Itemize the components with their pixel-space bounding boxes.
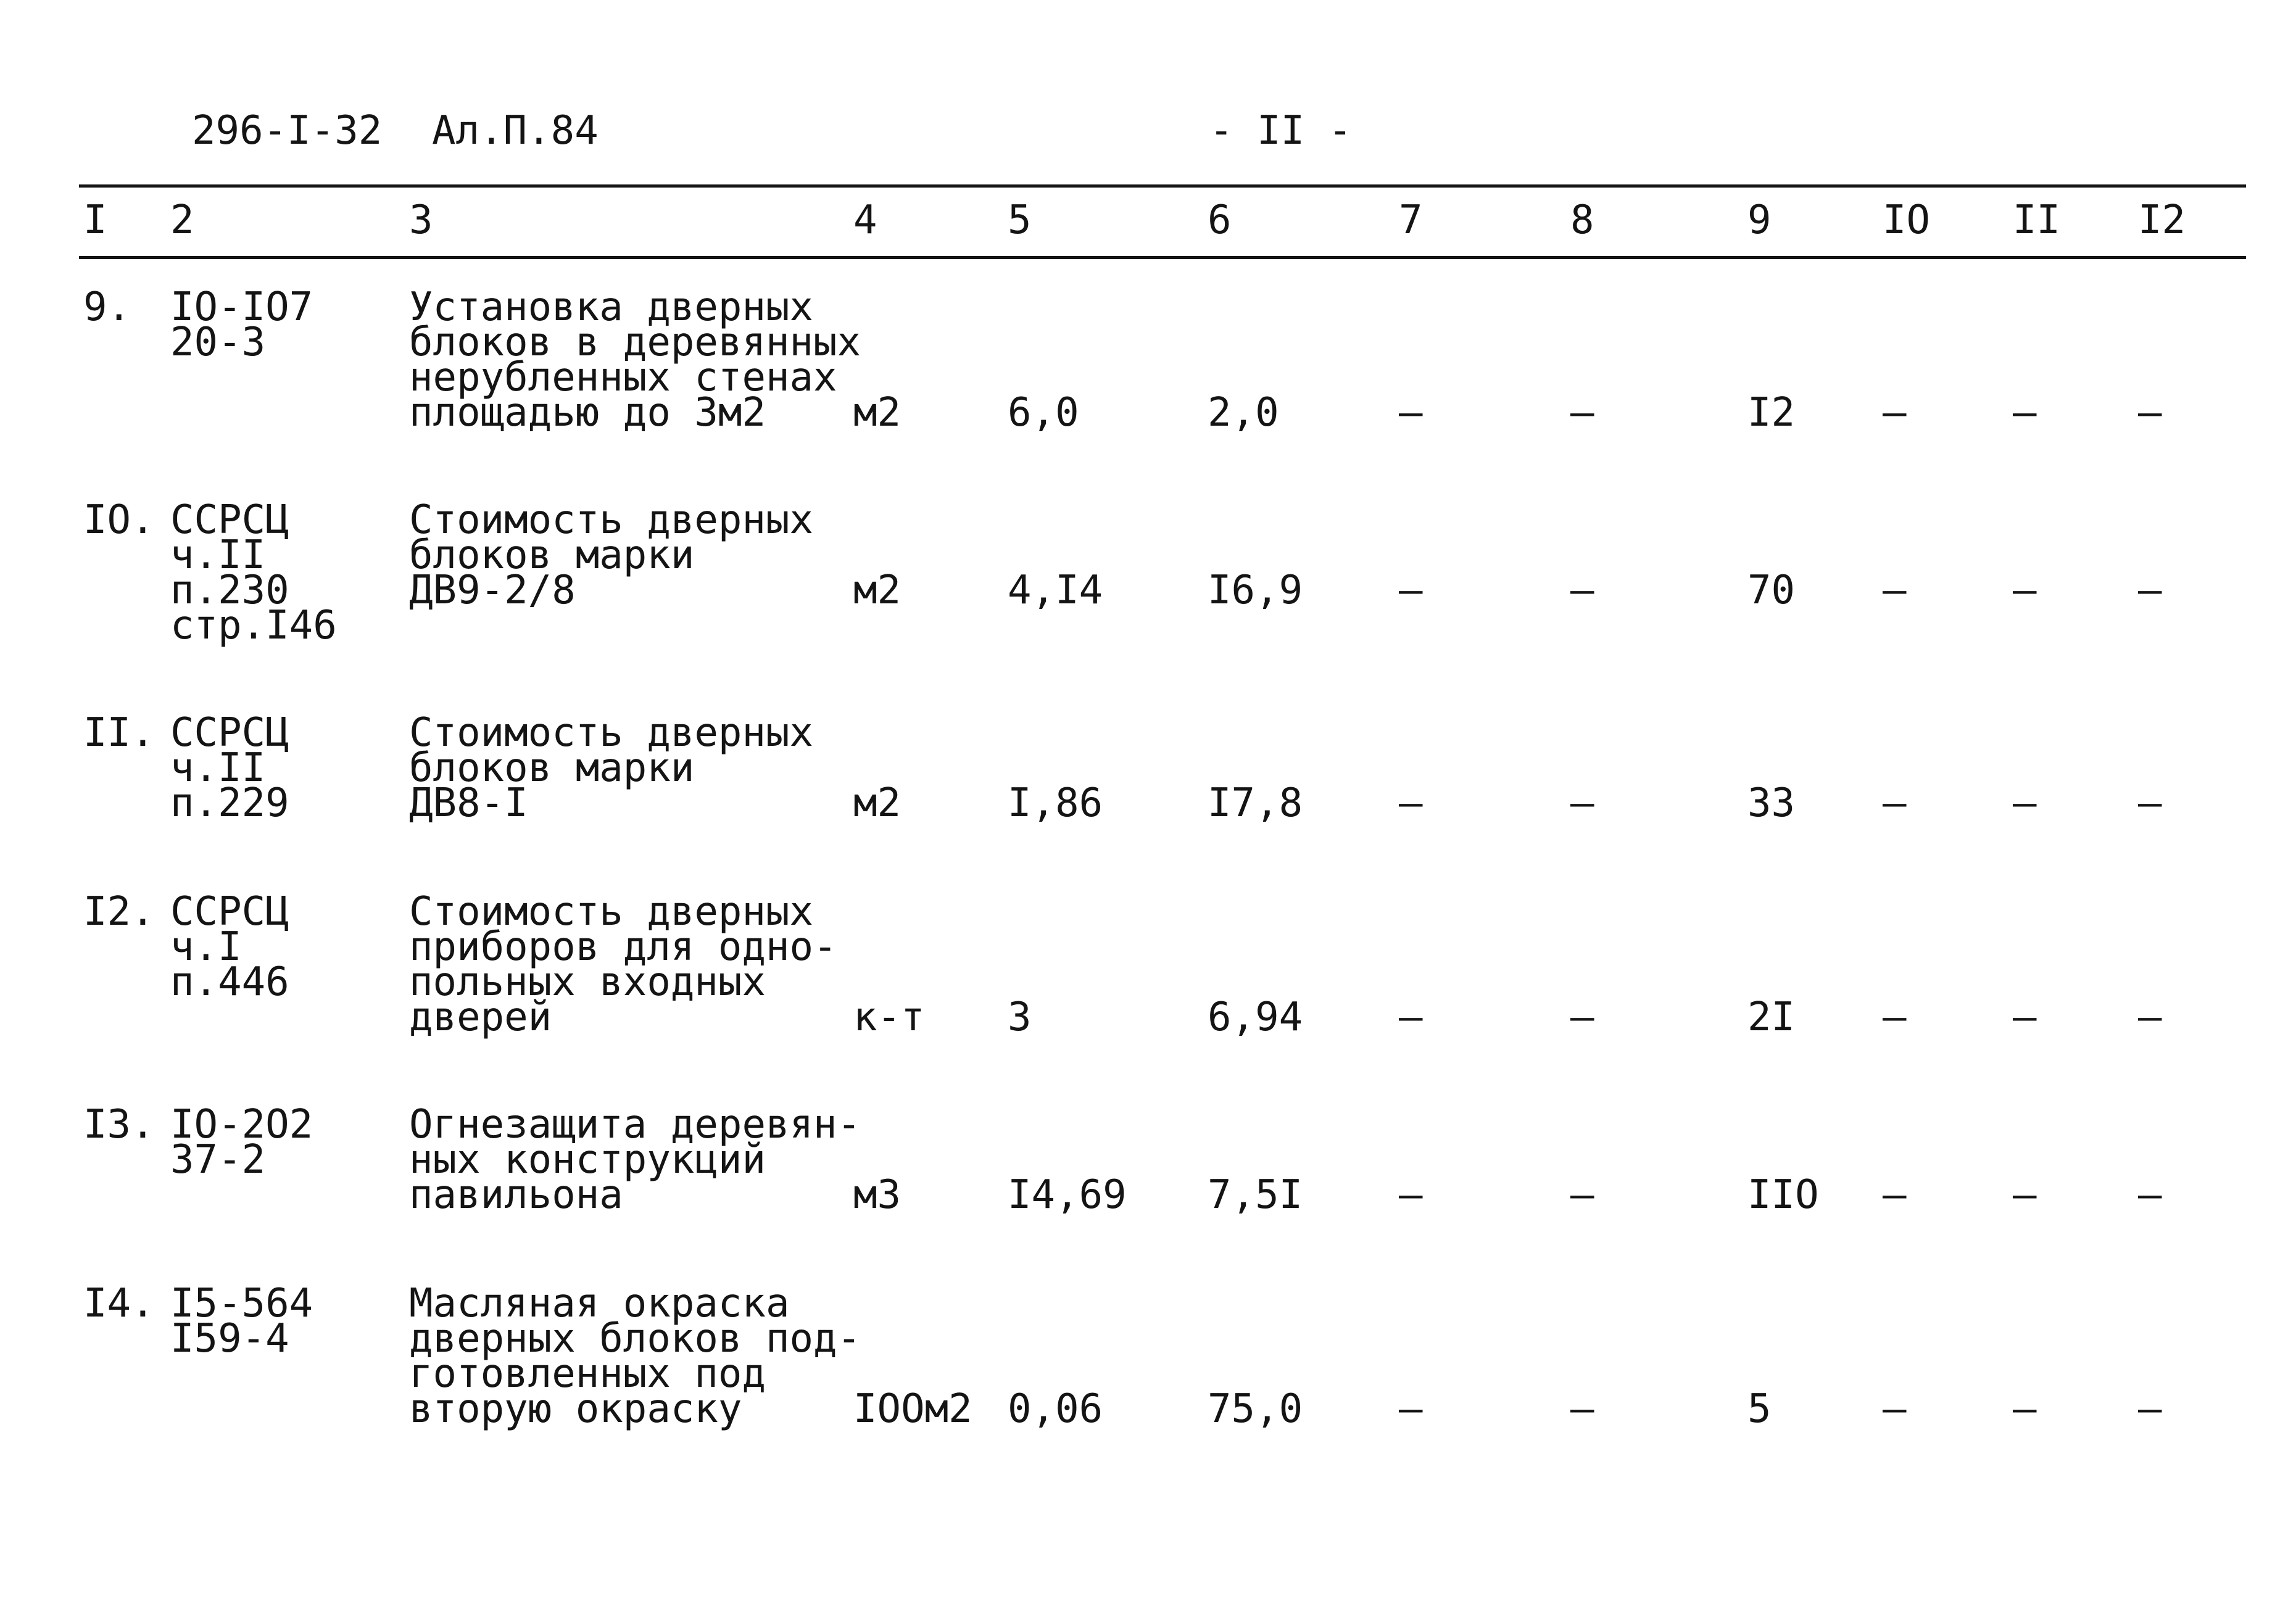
- quantity-cell: I4,69: [1008, 1172, 1127, 1218]
- unit-cost-cell: I6,9: [1208, 568, 1303, 613]
- work-description-line: Масляная окраска: [409, 1281, 790, 1326]
- unit-cost-cell: 2,0: [1208, 390, 1279, 436]
- work-description-line: вторую окраску: [409, 1386, 742, 1432]
- rate-reference-line: стр.I46: [170, 603, 337, 648]
- column-header: II: [2013, 197, 2061, 243]
- column-7-cell: –: [1399, 1172, 1423, 1218]
- work-description-line: блоков марки: [409, 532, 695, 578]
- sheet-reference: Ал.П.84: [432, 108, 599, 154]
- work-description-line: Стоимость дверных: [409, 497, 814, 543]
- column-header: I: [83, 197, 107, 243]
- column-12-cell: –: [2138, 780, 2162, 826]
- page-number: - II -: [1209, 108, 1353, 154]
- rate-reference-line: п.230: [170, 568, 289, 613]
- total-cost-cell: 5: [1747, 1386, 1772, 1432]
- column-11-cell: –: [2013, 568, 2037, 613]
- column-8-cell: –: [1570, 780, 1594, 826]
- quantity-cell: 0,06: [1008, 1386, 1103, 1432]
- column-8-cell: –: [1570, 994, 1594, 1040]
- column-header: 4: [853, 197, 877, 243]
- work-description-line: дверных блоков под-: [409, 1316, 861, 1362]
- row-number: IO.: [83, 497, 155, 543]
- rate-reference-line: IO-IO7: [170, 284, 313, 330]
- document-code: 296-I-32: [192, 108, 383, 154]
- unit-cell: м3: [853, 1172, 901, 1218]
- column-header: 7: [1399, 197, 1423, 243]
- column-12-cell: –: [2138, 1386, 2162, 1432]
- rate-reference-line: ч.II: [170, 745, 266, 791]
- rate-reference-line: п.446: [170, 959, 289, 1005]
- row-number: 9.: [83, 284, 131, 330]
- rate-reference-line: ССРСЦ: [170, 497, 289, 543]
- column-10-cell: –: [1883, 780, 1907, 826]
- work-description-line: ных конструкций: [409, 1137, 766, 1183]
- column-11-cell: –: [2013, 994, 2037, 1040]
- total-cost-cell: 33: [1747, 780, 1796, 826]
- column-7-cell: –: [1399, 568, 1423, 613]
- column-7-cell: –: [1399, 994, 1423, 1040]
- unit-cost-cell: 75,0: [1208, 1386, 1303, 1432]
- work-description-line: Огнезащита деревян-: [409, 1102, 861, 1147]
- work-description-line: блоков в деревянных: [409, 320, 861, 365]
- column-10-cell: –: [1883, 568, 1907, 613]
- quantity-cell: 6,0: [1008, 390, 1079, 436]
- table-top-rule: [79, 184, 2246, 188]
- total-cost-cell: IIO: [1747, 1172, 1819, 1218]
- column-8-cell: –: [1570, 1172, 1594, 1218]
- quantity-cell: 3: [1008, 994, 1032, 1040]
- total-cost-cell: 70: [1747, 568, 1796, 613]
- total-cost-cell: 2I: [1747, 994, 1796, 1040]
- rate-reference-line: ч.II: [170, 532, 266, 578]
- work-description-line: павильона: [409, 1172, 623, 1218]
- rate-reference-line: ССРСЦ: [170, 710, 289, 756]
- work-description-line: готовленных под: [409, 1351, 766, 1397]
- column-header: 8: [1570, 197, 1594, 243]
- column-12-cell: –: [2138, 1172, 2162, 1218]
- column-12-cell: –: [2138, 390, 2162, 436]
- unit-cell: м2: [853, 780, 901, 826]
- work-description-line: Стоимость дверных: [409, 889, 814, 935]
- work-description-line: дверей: [409, 994, 552, 1040]
- unit-cell: м2: [853, 390, 901, 436]
- total-cost-cell: I2: [1747, 390, 1796, 436]
- column-10-cell: –: [1883, 1386, 1907, 1432]
- unit-cell: к-т: [853, 994, 925, 1040]
- column-12-cell: –: [2138, 994, 2162, 1040]
- column-7-cell: –: [1399, 1386, 1423, 1432]
- column-11-cell: –: [2013, 780, 2037, 826]
- column-header: 3: [409, 197, 433, 243]
- column-header: 5: [1008, 197, 1032, 243]
- rate-reference-line: 37-2: [170, 1137, 266, 1183]
- column-8-cell: –: [1570, 390, 1594, 436]
- column-11-cell: –: [2013, 390, 2037, 436]
- column-12-cell: –: [2138, 568, 2162, 613]
- rate-reference-line: I5-564: [170, 1281, 313, 1326]
- column-8-cell: –: [1570, 568, 1594, 613]
- rate-reference-line: ч.I: [170, 924, 242, 970]
- quantity-cell: I,86: [1008, 780, 1103, 826]
- work-description-line: Установка дверных: [409, 284, 814, 330]
- rate-reference-line: 20-3: [170, 320, 266, 365]
- row-number: I2.: [83, 889, 155, 935]
- column-header: 6: [1208, 197, 1232, 243]
- rate-reference-line: IO-2O2: [170, 1102, 313, 1147]
- column-header: 2: [170, 197, 194, 243]
- unit-cost-cell: 7,5I: [1208, 1172, 1303, 1218]
- work-description-line: польных входных: [409, 959, 766, 1005]
- work-description-line: ДВ8-I: [409, 780, 528, 826]
- work-description-line: блоков марки: [409, 745, 695, 791]
- column-header: 9: [1747, 197, 1772, 243]
- row-number: I4.: [83, 1281, 155, 1326]
- column-10-cell: –: [1883, 390, 1907, 436]
- column-10-cell: –: [1883, 1172, 1907, 1218]
- column-11-cell: –: [2013, 1386, 2037, 1432]
- column-7-cell: –: [1399, 780, 1423, 826]
- rate-reference-line: п.229: [170, 780, 289, 826]
- column-header: I2: [2138, 197, 2186, 243]
- rate-reference-line: I59-4: [170, 1316, 289, 1362]
- unit-cell: IOOм2: [853, 1386, 972, 1432]
- work-description-line: нерубленных стенах: [409, 355, 837, 400]
- column-8-cell: –: [1570, 1386, 1594, 1432]
- column-header: IO: [1883, 197, 1931, 243]
- row-number: II.: [83, 710, 155, 756]
- unit-cost-cell: I7,8: [1208, 780, 1303, 826]
- work-description-line: площадью до 3м2: [409, 390, 766, 436]
- unit-cost-cell: 6,94: [1208, 994, 1303, 1040]
- column-11-cell: –: [2013, 1172, 2037, 1218]
- table-header-rule: [79, 256, 2246, 259]
- rate-reference-line: ССРСЦ: [170, 889, 289, 935]
- unit-cell: м2: [853, 568, 901, 613]
- column-10-cell: –: [1883, 994, 1907, 1040]
- column-7-cell: –: [1399, 390, 1423, 436]
- work-description-line: Стоимость дверных: [409, 710, 814, 756]
- row-number: I3.: [83, 1102, 155, 1147]
- work-description-line: приборов для одно-: [409, 924, 837, 970]
- work-description-line: ДВ9-2/8: [409, 568, 576, 613]
- quantity-cell: 4,I4: [1008, 568, 1103, 613]
